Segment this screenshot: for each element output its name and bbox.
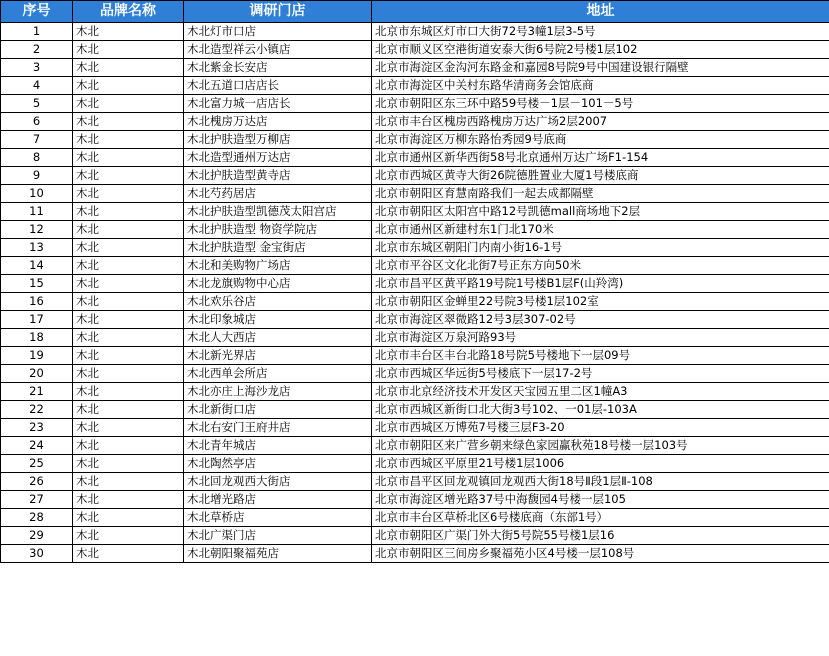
cell-index[interactable]: 30 bbox=[1, 545, 73, 563]
cell-brand[interactable]: 木北 bbox=[73, 149, 184, 167]
table-row bbox=[1, 185, 829, 203]
cell-brand[interactable]: 木北 bbox=[73, 275, 184, 293]
cell-store[interactable]: 木北护肤造型 金宝街店 bbox=[184, 239, 372, 257]
cell-brand[interactable]: 木北 bbox=[73, 527, 184, 545]
cell-brand[interactable]: 木北 bbox=[73, 23, 184, 41]
cell-index[interactable]: 12 bbox=[1, 221, 73, 239]
cell-brand[interactable]: 木北 bbox=[73, 473, 184, 491]
cell-brand[interactable]: 木北 bbox=[73, 221, 184, 239]
cell-store[interactable]: 木北护肤造型 物资学院店 bbox=[184, 221, 372, 239]
cell-brand[interactable]: 木北 bbox=[73, 131, 184, 149]
cell-index[interactable]: 28 bbox=[1, 509, 73, 527]
cell-brand[interactable]: 木北 bbox=[73, 401, 184, 419]
cell-address[interactable]: 北京市东城区灯市口大街72号3幢1层3-5号 bbox=[372, 23, 829, 41]
cell-address[interactable]: 北京市北京经济技术开发区天宝园五里二区1幢A3 bbox=[372, 383, 829, 401]
cell-index[interactable]: 10 bbox=[1, 185, 73, 203]
cell-store[interactable]: 木北印象城店 bbox=[184, 311, 372, 329]
cell-brand[interactable]: 木北 bbox=[73, 77, 184, 95]
cell-address[interactable]: 北京市海淀区万泉河路93号 bbox=[372, 329, 829, 347]
table-row bbox=[1, 131, 829, 149]
cell-index[interactable]: 5 bbox=[1, 95, 73, 113]
cell-store[interactable]: 木北造型通州万达店 bbox=[184, 149, 372, 167]
table-row bbox=[1, 491, 829, 509]
table-row bbox=[1, 95, 829, 113]
cell-index[interactable]: 20 bbox=[1, 365, 73, 383]
cell-index[interactable]: 2 bbox=[1, 41, 73, 59]
cell-store[interactable]: 木北回龙观西大街店 bbox=[184, 473, 372, 491]
cell-store[interactable]: 木北和美购物广场店 bbox=[184, 257, 372, 275]
cell-index[interactable]: 13 bbox=[1, 239, 73, 257]
cell-brand[interactable]: 木北 bbox=[73, 365, 184, 383]
cell-store[interactable]: 木北护肤造型黄寺店 bbox=[184, 167, 372, 185]
cell-store[interactable]: 木北龙旗购物中心店 bbox=[184, 275, 372, 293]
cell-store[interactable]: 木北富力城一店店长 bbox=[184, 95, 372, 113]
cell-store[interactable]: 木北增光路店 bbox=[184, 491, 372, 509]
cell-brand[interactable]: 木北 bbox=[73, 329, 184, 347]
cell-index[interactable]: 14 bbox=[1, 257, 73, 275]
cell-index[interactable]: 6 bbox=[1, 113, 73, 131]
cell-address[interactable]: 北京市丰台区丰台北路18号院5号楼地下一层09号 bbox=[372, 347, 829, 365]
table-row bbox=[1, 59, 829, 77]
cell-brand[interactable]: 木北 bbox=[73, 491, 184, 509]
cell-store[interactable]: 木北青年城店 bbox=[184, 437, 372, 455]
cell-index[interactable]: 19 bbox=[1, 347, 73, 365]
cell-address[interactable]: 北京市朝阳区太阳宫中路12号凯德mall商场地下2层 bbox=[372, 203, 829, 221]
cell-address[interactable]: 北京市平谷区文化北街7号正东方向50米 bbox=[372, 257, 829, 275]
cell-address[interactable]: 北京市昌平区回龙观镇回龙观西大街18号Ⅱ段1层Ⅱ-108 bbox=[372, 473, 829, 491]
cell-address[interactable]: 北京市朝阳区三间房乡聚福苑小区4号楼一层108号 bbox=[372, 545, 829, 563]
cell-store[interactable]: 木北新光界店 bbox=[184, 347, 372, 365]
table-row bbox=[1, 347, 829, 365]
cell-address[interactable]: 北京市昌平区黄平路19号院1号楼B1层F(山羚湾) bbox=[372, 275, 829, 293]
cell-store[interactable]: 木北灯市口店 bbox=[184, 23, 372, 41]
cell-address[interactable]: 北京市朝阳区来广营乡朝来绿色家园赢秋苑18号楼一层103号 bbox=[372, 437, 829, 455]
cell-store[interactable]: 木北广渠门店 bbox=[184, 527, 372, 545]
table-row bbox=[1, 545, 829, 563]
header-cell-address[interactable]: 地址 bbox=[372, 1, 829, 23]
cell-address[interactable]: 北京市通州区新华西街58号北京通州万达广场F1-154 bbox=[372, 149, 829, 167]
table-row bbox=[1, 167, 829, 185]
cell-store[interactable]: 木北西单会所店 bbox=[184, 365, 372, 383]
table-row bbox=[1, 293, 829, 311]
cell-address[interactable]: 北京市西城区黄寺大街26院德胜置业大厦1号楼底商 bbox=[372, 167, 829, 185]
cell-store[interactable]: 木北亦庄上海沙龙店 bbox=[184, 383, 372, 401]
cell-address[interactable]: 北京市丰台区槐房西路槐房万达广场2层2007 bbox=[372, 113, 829, 131]
cell-store[interactable]: 木北槐房万达店 bbox=[184, 113, 372, 131]
table-row bbox=[1, 149, 829, 167]
cell-brand[interactable]: 木北 bbox=[73, 203, 184, 221]
table-row bbox=[1, 77, 829, 95]
cell-address[interactable]: 北京市丰台区草桥北区6号楼底商（东部1号） bbox=[372, 509, 829, 527]
cell-index[interactable]: 22 bbox=[1, 401, 73, 419]
cell-index[interactable]: 26 bbox=[1, 473, 73, 491]
cell-address[interactable]: 北京市海淀区增光路37号中海馥园4号楼一层105 bbox=[372, 491, 829, 509]
cell-store[interactable]: 木北草桥店 bbox=[184, 509, 372, 527]
cell-index[interactable]: 29 bbox=[1, 527, 73, 545]
cell-address[interactable]: 北京市朝阳区金蝉里22号院3号楼1层102室 bbox=[372, 293, 829, 311]
cell-store[interactable]: 木北紫金长安店 bbox=[184, 59, 372, 77]
cell-address[interactable]: 北京市海淀区万柳东路怡秀园9号底商 bbox=[372, 131, 829, 149]
cell-store[interactable]: 木北朝阳聚福苑店 bbox=[184, 545, 372, 563]
cell-brand[interactable]: 木北 bbox=[73, 545, 184, 563]
cell-brand[interactable]: 木北 bbox=[73, 185, 184, 203]
table-row bbox=[1, 527, 829, 545]
cell-store[interactable]: 木北护肤造型万柳店 bbox=[184, 131, 372, 149]
cell-address[interactable]: 北京市西城区华远街5号楼底下一层17-2号 bbox=[372, 365, 829, 383]
table-body bbox=[1, 23, 829, 563]
cell-brand[interactable]: 木北 bbox=[73, 437, 184, 455]
header-cell-index[interactable]: 序号 bbox=[1, 1, 73, 23]
cell-store[interactable]: 木北陶然亭店 bbox=[184, 455, 372, 473]
table-row bbox=[1, 257, 829, 275]
cell-index[interactable]: 8 bbox=[1, 149, 73, 167]
table-row bbox=[1, 365, 829, 383]
table-row bbox=[1, 437, 829, 455]
table-row bbox=[1, 239, 829, 257]
table-header bbox=[1, 1, 829, 23]
table-row bbox=[1, 23, 829, 41]
table-row bbox=[1, 419, 829, 437]
cell-brand[interactable]: 木北 bbox=[73, 59, 184, 77]
table-row bbox=[1, 383, 829, 401]
cell-index[interactable]: 11 bbox=[1, 203, 73, 221]
cell-address[interactable]: 北京市海淀区金沟河东路金和嘉园8号院9号中国建设银行隔壁 bbox=[372, 59, 829, 77]
cell-store[interactable]: 木北新街口店 bbox=[184, 401, 372, 419]
cell-brand[interactable]: 木北 bbox=[73, 167, 184, 185]
table-row bbox=[1, 473, 829, 491]
table-row bbox=[1, 113, 829, 131]
table-row bbox=[1, 41, 829, 59]
cell-index[interactable]: 17 bbox=[1, 311, 73, 329]
cell-brand[interactable]: 木北 bbox=[73, 95, 184, 113]
cell-brand[interactable]: 木北 bbox=[73, 383, 184, 401]
cell-address[interactable]: 北京市海淀区中关村东路华清商务会馆底商 bbox=[372, 77, 829, 95]
header-cell-brand[interactable]: 品牌名称 bbox=[73, 1, 184, 23]
cell-address[interactable]: 北京市西城区平原里21号楼1层1006 bbox=[372, 455, 829, 473]
cell-index[interactable]: 24 bbox=[1, 437, 73, 455]
cell-brand[interactable]: 木北 bbox=[73, 509, 184, 527]
cell-index[interactable]: 21 bbox=[1, 383, 73, 401]
cell-address[interactable]: 北京市西城区万博苑7号楼三层F3-20 bbox=[372, 419, 829, 437]
cell-store[interactable]: 木北人大西店 bbox=[184, 329, 372, 347]
cell-index[interactable]: 3 bbox=[1, 59, 73, 77]
table-row bbox=[1, 275, 829, 293]
table-row bbox=[1, 221, 829, 239]
cell-store[interactable]: 木北右安门王府井店 bbox=[184, 419, 372, 437]
table-row bbox=[1, 455, 829, 473]
cell-store[interactable]: 木北护肤造型凯德茂太阳宫店 bbox=[184, 203, 372, 221]
table-row bbox=[1, 329, 829, 347]
cell-index[interactable]: 16 bbox=[1, 293, 73, 311]
header-row bbox=[1, 1, 829, 23]
cell-brand[interactable]: 木北 bbox=[73, 239, 184, 257]
table-row bbox=[1, 401, 829, 419]
cell-brand[interactable]: 木北 bbox=[73, 455, 184, 473]
cell-index[interactable]: 1 bbox=[1, 23, 73, 41]
cell-address[interactable]: 北京市海淀区翠微路12号3层307-02号 bbox=[372, 311, 829, 329]
cell-index[interactable]: 18 bbox=[1, 329, 73, 347]
cell-address[interactable]: 北京市通州区新建村东1门北170米 bbox=[372, 221, 829, 239]
table-row bbox=[1, 203, 829, 221]
cell-index[interactable]: 7 bbox=[1, 131, 73, 149]
cell-index[interactable]: 9 bbox=[1, 167, 73, 185]
cell-index[interactable]: 27 bbox=[1, 491, 73, 509]
cell-index[interactable]: 23 bbox=[1, 419, 73, 437]
cell-address[interactable]: 北京市顺义区空港街道安泰大街6号院2号楼1层102 bbox=[372, 41, 829, 59]
cell-index[interactable]: 4 bbox=[1, 77, 73, 95]
cell-store[interactable]: 木北五道口店店长 bbox=[184, 77, 372, 95]
cell-address[interactable]: 北京市朝阳区广渠门外大街5号院55号楼1层16 bbox=[372, 527, 829, 545]
cell-index[interactable]: 15 bbox=[1, 275, 73, 293]
cell-address[interactable]: 北京市西城区新街口北大街3号102、一01层-103A bbox=[372, 401, 829, 419]
cell-brand[interactable]: 木北 bbox=[73, 257, 184, 275]
cell-address[interactable]: 北京市东城区朝阳门内南小街16-1号 bbox=[372, 239, 829, 257]
table-row bbox=[1, 311, 829, 329]
table-row bbox=[1, 509, 829, 527]
cell-store[interactable]: 木北芍药居店 bbox=[184, 185, 372, 203]
cell-brand[interactable]: 木北 bbox=[73, 347, 184, 365]
cell-brand[interactable]: 木北 bbox=[73, 113, 184, 131]
cell-index[interactable]: 25 bbox=[1, 455, 73, 473]
cell-store[interactable]: 木北造型祥云小镇店 bbox=[184, 41, 372, 59]
cell-brand[interactable]: 木北 bbox=[73, 41, 184, 59]
cell-address[interactable]: 北京市朝阳区东三环中路59号楼－1层－101－5号 bbox=[372, 95, 829, 113]
cell-address[interactable]: 北京市朝阳区育慧南路我们一起去成都隔壁 bbox=[372, 185, 829, 203]
cell-brand[interactable]: 木北 bbox=[73, 311, 184, 329]
header-cell-store[interactable]: 调研门店 bbox=[184, 1, 372, 23]
cell-store[interactable]: 木北欢乐谷店 bbox=[184, 293, 372, 311]
cell-brand[interactable]: 木北 bbox=[73, 293, 184, 311]
cell-brand[interactable]: 木北 bbox=[73, 419, 184, 437]
